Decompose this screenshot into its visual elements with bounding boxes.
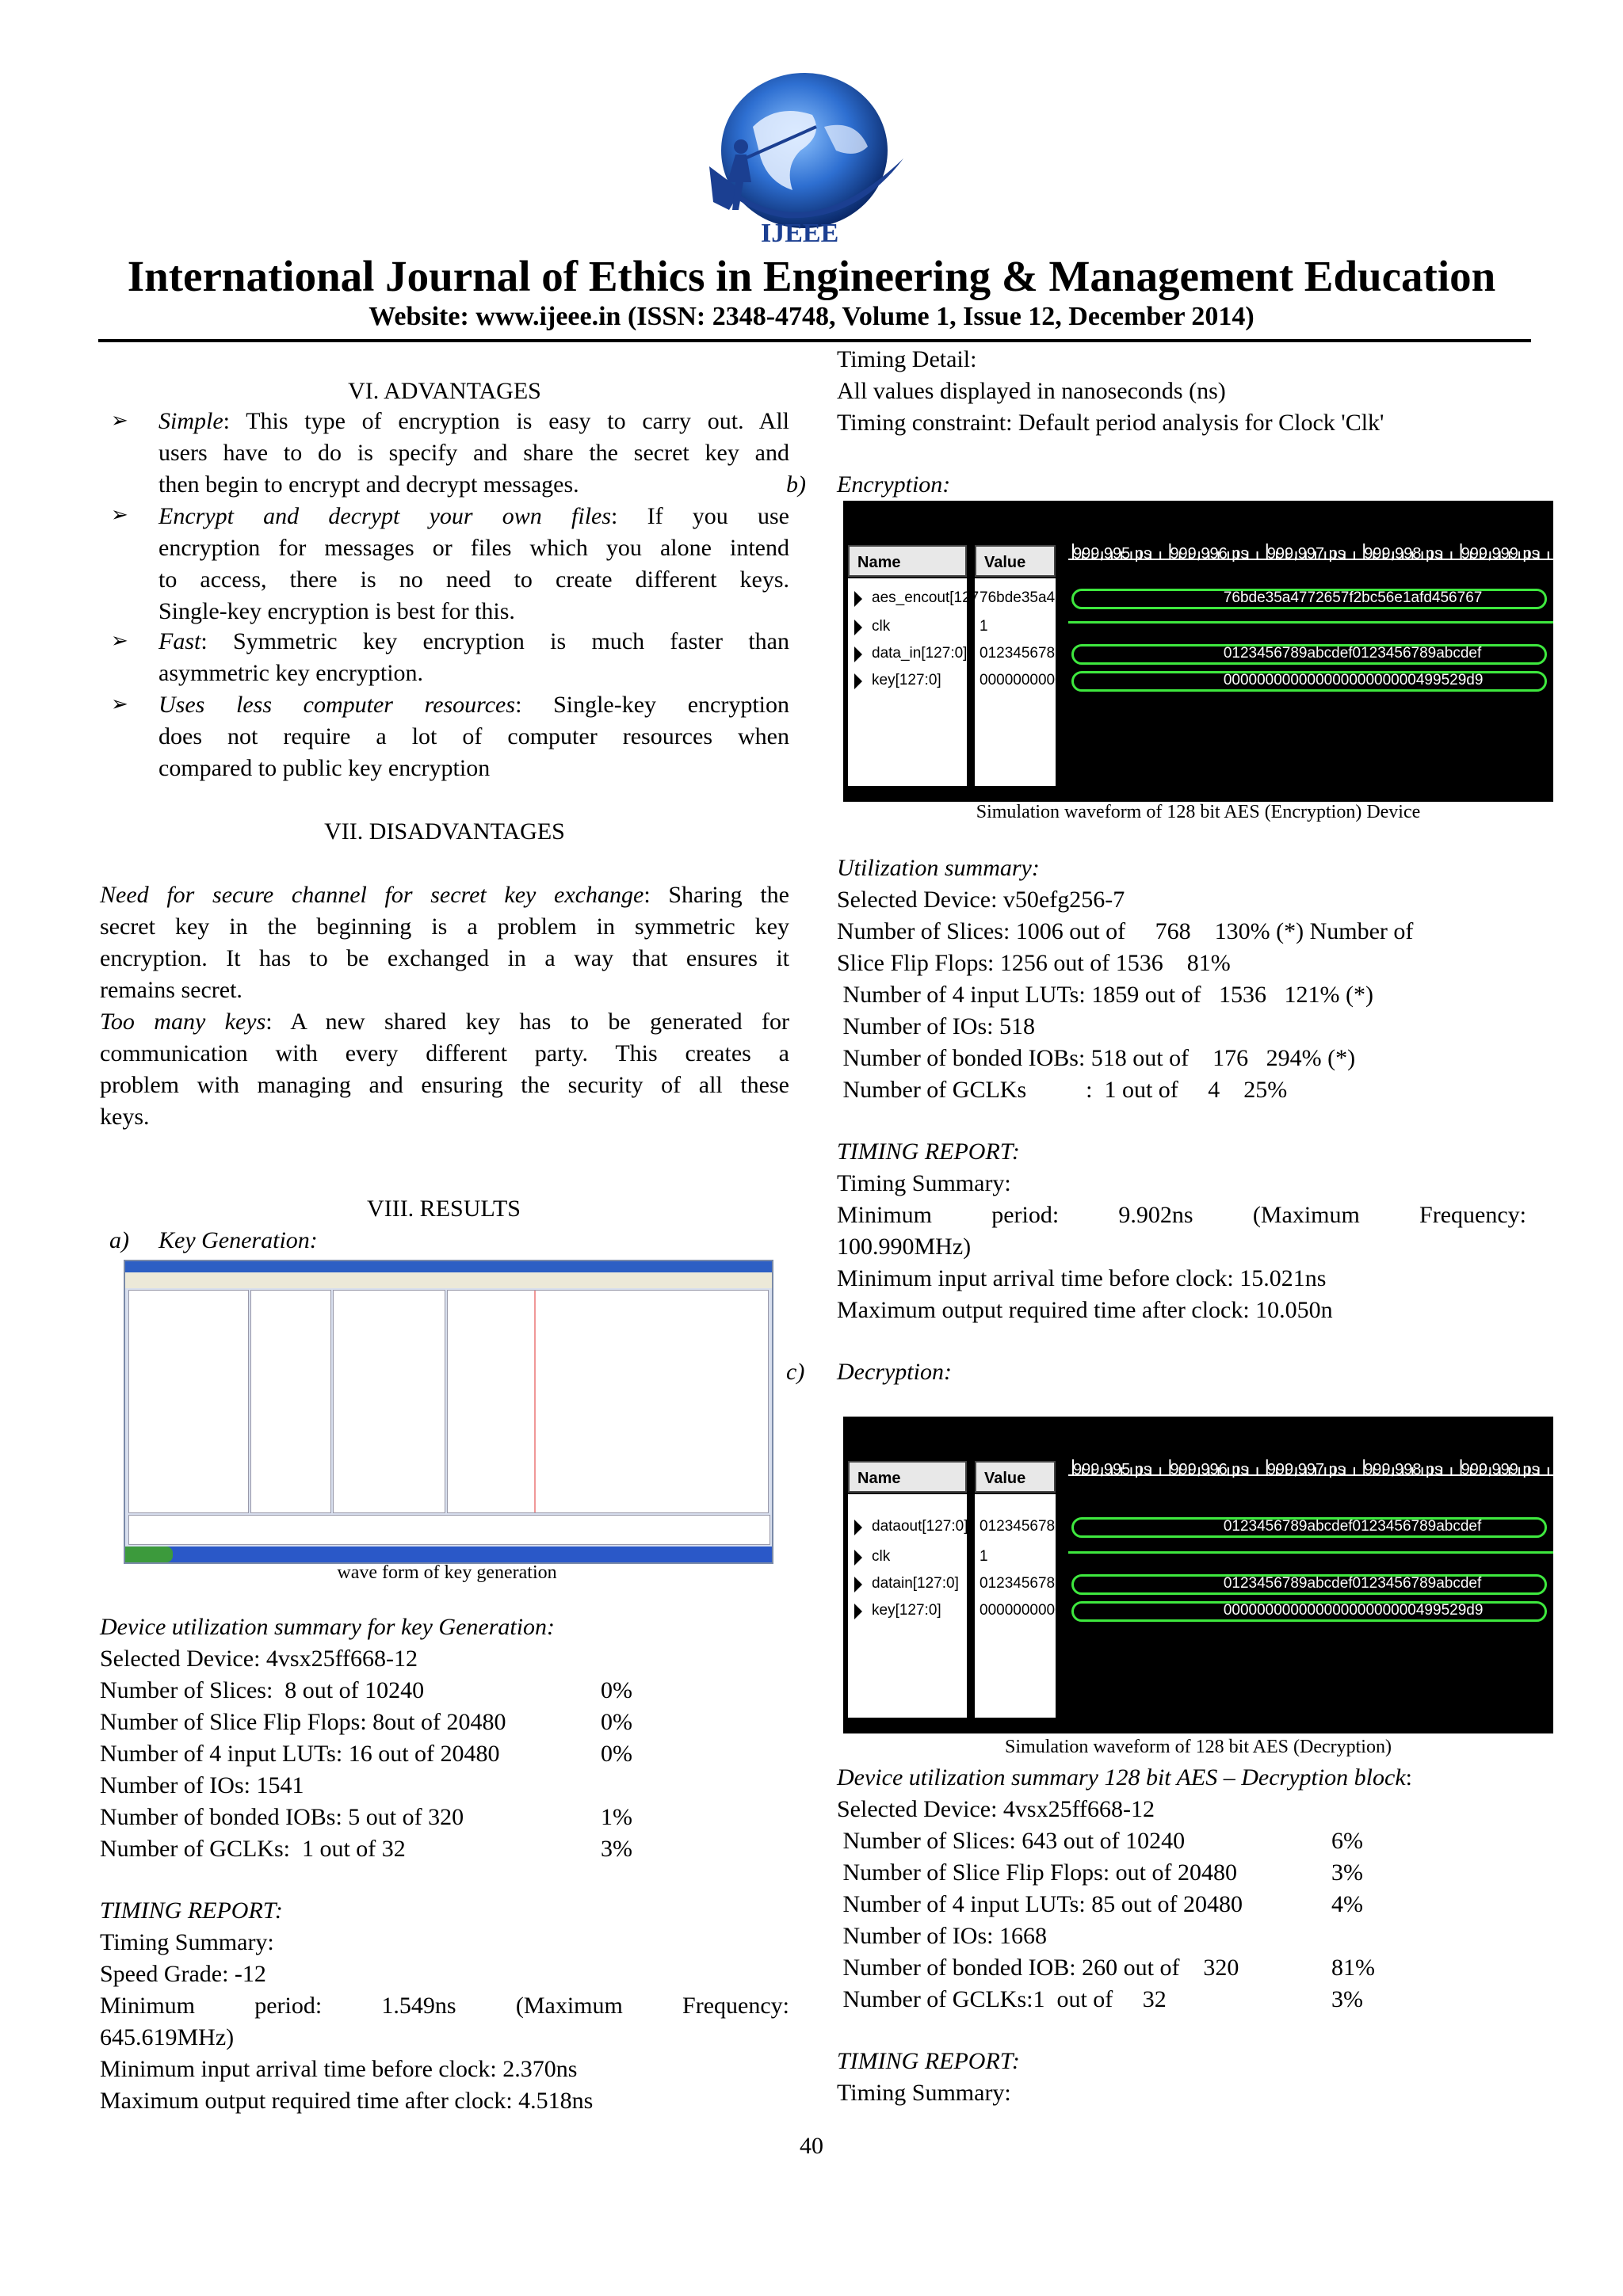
adv-fast-line2: asymmetric key encryption. [158, 660, 424, 686]
journal-subtitle: Website: www.ijeee.in (ISSN: 2348-4748, Volume 1, Issue 12, December 2014) [369, 302, 1254, 331]
name-column-header: Name [848, 1461, 967, 1493]
enc-min-period: Minimum period: 9.902ns (Maximum Frequency: [837, 1202, 1526, 1228]
decryption-caption: Simulation waveform of 128 bit AES (Decryption) [1005, 1737, 1392, 1757]
time-tick-label: 999,997 ps [1266, 545, 1346, 563]
keygen-util-percent: 0% [601, 1677, 632, 1703]
bullet-arrow-icon: ➢ [111, 409, 128, 432]
time-tick-label: 999,998 ps [1364, 1461, 1443, 1478]
keygen-util-label: Selected Device: 4vsx25ff668-12 [100, 1646, 418, 1672]
dec-timing-title: TIMING REPORT: [837, 2048, 1020, 2074]
dec-util-label: Selected Device: 4vsx25ff668-12 [837, 1796, 1155, 1822]
signal-value: 1 [980, 618, 988, 635]
time-tick-label: 999,995 ps [1073, 1461, 1151, 1478]
signal-name: clk [872, 1548, 891, 1565]
header-rule [98, 339, 1531, 342]
keygen-util-title: Device utilization summary for key Generation: [100, 1614, 556, 1640]
timing-detail: Timing Detail: [837, 346, 977, 372]
enc-util-3: Number of 4 input LUTs: 1859 out of 1536 121% (*) [837, 982, 1373, 1008]
adv-fast-line1: Fast: Symmetric key encryption is much faster than [158, 628, 789, 654]
dec-util-percent: 3% [1331, 1859, 1363, 1886]
screenshot-taskbar [125, 1547, 772, 1562]
time-tick-label: 999,995 ps [1073, 545, 1151, 563]
enc-util-2: Slice Flip Flops: 1256 out of 1536 81% [837, 950, 1231, 976]
keygen-speed-grade: Speed Grade: -12 [100, 1961, 266, 1987]
signal-name: key[127:0] [872, 1602, 941, 1619]
adv-own-files-line3: to access, there is no need to create different keys. [158, 566, 789, 593]
keygen-caption: wave form of key generation [337, 1562, 557, 1583]
time-tick-label: 999,999 ps [1461, 545, 1540, 563]
start-button [125, 1547, 173, 1562]
enc-max-frequency: 100.990MHz) [837, 1234, 972, 1260]
dec-util-label: Number of Slices: 643 out of 10240 [837, 1828, 1186, 1854]
expand-arrow-icon [854, 673, 862, 689]
key-generation-waveform-screenshot [124, 1260, 773, 1564]
enc-util-5: Number of bonded IOBs: 518 out of 176 294% (*) [837, 1045, 1356, 1071]
keygen-max-output: Maximum output required time after clock: 4.518ns [100, 2088, 594, 2114]
signal-name: key[127:0] [872, 672, 941, 688]
screenshot-menubar [125, 1272, 772, 1288]
expand-arrow-icon [854, 1604, 862, 1619]
time-tick-label: 999,999 ps [1461, 1461, 1540, 1478]
value-column-header: Value [975, 1461, 1056, 1493]
expand-arrow-icon [854, 1577, 862, 1592]
signal-bus-value: 76bde35a4772657f2bc56e1afd456767 [1223, 589, 1483, 606]
signal-bus-value: 0123456789abcdef0123456789abcdef [1223, 645, 1482, 662]
screenshot-wave-panel [447, 1290, 769, 1513]
dis2-line4: keys. [100, 1104, 150, 1130]
screenshot-tree-panel [128, 1290, 249, 1513]
page-number: 40 [800, 2133, 823, 2159]
signal-name: data_in[127:0] [872, 645, 968, 662]
keygen-timing-title: TIMING REPORT: [100, 1897, 283, 1924]
adv-resources-line3: compared to public key encryption [158, 755, 491, 781]
signal-value: 00000000000 [980, 672, 1072, 688]
advantages-heading: VI. ADVANTAGES [348, 378, 541, 404]
dec-util-title: Device utilization summary 128 bit AES – Decryption block: [837, 1764, 1412, 1791]
screenshot-value-panel [333, 1290, 445, 1513]
adv-own-files-line2: encryption for messages or files which you alone intend [158, 535, 789, 561]
bullet-arrow-icon: ➢ [111, 692, 128, 715]
adv-resources-line2: does not require a lot of computer resources when [158, 723, 789, 749]
keygen-min-input: Minimum input arrival time before clock: 2.370ns [100, 2056, 578, 2082]
dis1-line3: encryption. It has to be exchanged in a way that ensures it [100, 945, 789, 971]
signal-value: 0123456789a [980, 645, 1072, 662]
results-heading: VIII. RESULTS [367, 1196, 521, 1222]
dec-util-label: Number of bonded IOB: 260 out of 320 [837, 1955, 1239, 1981]
adv-resources-line1: Uses less computer resources: Single-key encryption [158, 692, 789, 718]
dec-util-label: Number of IOs: 1668 [837, 1923, 1047, 1949]
disadvantages-heading: VII. DISADVANTAGES [324, 818, 565, 845]
screenshot-console [128, 1515, 770, 1545]
screenshot-titlebar [125, 1261, 772, 1272]
keygen-util-label: Number of GCLKs: 1 out of 32 [100, 1836, 406, 1862]
dis1-line2: secret key in the beginning is a problem in symmetric key [100, 913, 789, 940]
enc-util-title: Utilization summary: [837, 855, 1040, 881]
signal-bus-value: 00000000000000000000000499529d9 [1223, 1602, 1484, 1619]
subsection-b-title: Encryption: [837, 471, 951, 498]
expand-arrow-icon [854, 620, 862, 635]
keygen-max-frequency: 645.619MHz) [100, 2024, 235, 2050]
adv-own-files-line1: Encrypt and decrypt your own files: If you use [158, 503, 789, 529]
clock-trace [1068, 621, 1553, 624]
signal-name: datain[127:0] [872, 1575, 959, 1592]
expand-arrow-icon [854, 646, 862, 662]
signal-bus-value: 0123456789abcdef0123456789abcdef [1223, 1518, 1482, 1535]
time-tick-label: 999,997 ps [1266, 1461, 1346, 1478]
signal-value: 0123456789a [980, 1575, 1072, 1592]
signal-value: 00000000000 [980, 1602, 1072, 1619]
screenshot-name-panel [250, 1290, 331, 1513]
screenshot-wave-traces [448, 1291, 768, 1512]
value-column-header: Value [975, 545, 1056, 577]
time-tick-label: 999,996 ps [1170, 1461, 1249, 1478]
dec-timing-summary: Timing Summary: [837, 2080, 1011, 2106]
dec-util-percent: 81% [1331, 1955, 1375, 1981]
expand-arrow-icon [854, 1550, 862, 1566]
subsection-c-label: c) [786, 1359, 805, 1385]
clock-trace [1068, 1551, 1553, 1554]
dec-util-percent: 3% [1331, 1986, 1363, 2012]
keygen-util-label: Number of IOs: 1541 [100, 1772, 304, 1798]
adv-simple-line3: then begin to encrypt and decrypt messages. [158, 471, 579, 498]
enc-util-6: Number of GCLKs : 1 out of 4 25% [837, 1077, 1288, 1103]
dec-util-label: Number of 4 input LUTs: 85 out of 20480 [837, 1891, 1243, 1917]
signal-value: 0123456789a [980, 1518, 1072, 1535]
dis1-line4: remains secret. [100, 977, 242, 1003]
encryption-caption: Simulation waveform of 128 bit AES (Encryption) Device [976, 802, 1421, 822]
signal-name: dataout[127:0] [872, 1518, 968, 1535]
signal-bus-value: 00000000000000000000000499529d9 [1223, 672, 1484, 688]
expand-arrow-icon [854, 591, 862, 607]
dis1-line1: Need for secure channel for secret key exchange: Sharing the [100, 882, 789, 908]
adv-simple-line1: Simple: This type of encryption is easy to carry out. All [158, 408, 789, 434]
enc-min-input: Minimum input arrival time before clock: 15.021ns [837, 1265, 1327, 1291]
enc-util-1: Number of Slices: 1006 out of 768 130% (*) Number of [837, 918, 1414, 944]
keygen-util-percent: 0% [601, 1741, 632, 1767]
bullet-arrow-icon: ➢ [111, 629, 128, 652]
enc-max-output: Maximum output required time after clock: 10.050n [837, 1297, 1333, 1323]
journal-logo [666, 71, 919, 246]
dec-util-label: Number of Slice Flip Flops: out of 20480 [837, 1859, 1237, 1886]
keygen-util-label: Number of Slices: 8 out of 10240 [100, 1677, 425, 1703]
keygen-timing-summary: Timing Summary: [100, 1929, 274, 1955]
name-column-header: Name [848, 545, 967, 577]
enc-util-4: Number of IOs: 518 [837, 1013, 1035, 1039]
dis2-line3: problem with managing and ensuring the security of all these [100, 1072, 789, 1098]
signal-name: aes_encout[127 [872, 589, 980, 606]
svg-text:IJEEE: IJEEE [761, 219, 839, 246]
enc-timing-summary: Timing Summary: [837, 1170, 1011, 1196]
subsection-a-label: a) [109, 1227, 129, 1253]
subsection-b-label: b) [786, 471, 806, 498]
subsection-c-title: Decryption: [837, 1359, 952, 1385]
subsection-a-title: Key Generation: [158, 1227, 318, 1253]
timing-constraint: Timing constraint: Default period analysis for Clock 'Clk' [837, 410, 1384, 436]
signal-bus-value: 0123456789abcdef0123456789abcdef [1223, 1575, 1482, 1592]
keygen-util-percent: 0% [601, 1709, 632, 1735]
signal-value: 1 [980, 1548, 988, 1565]
adv-own-files-line4: Single-key encryption is best for this. [158, 598, 515, 624]
signal-value: 76bde35a477 [980, 589, 1072, 606]
dec-util-label: Number of GCLKs:1 out of 32 [837, 1986, 1167, 2012]
keygen-min-period: Minimum period: 1.549ns (Maximum Frequency: [100, 1993, 789, 2019]
decryption-waveform [843, 1417, 1553, 1733]
time-tick-label: 999,996 ps [1170, 545, 1249, 563]
enc-util-0: Selected Device: v50efg256-7 [837, 887, 1125, 913]
keygen-util-label: Number of 4 input LUTs: 16 out of 20480 [100, 1741, 500, 1767]
dec-util-percent: 4% [1331, 1891, 1363, 1917]
keygen-util-percent: 3% [601, 1836, 632, 1862]
time-tick-label: 999,998 ps [1364, 545, 1443, 563]
all-values-ns: All values displayed in nanoseconds (ns) [837, 378, 1226, 404]
bullet-arrow-icon: ➢ [111, 503, 128, 526]
keygen-util-percent: 1% [601, 1804, 632, 1830]
journal-title: International Journal of Ethics in Engineering & Management Education [127, 252, 1496, 300]
adv-simple-line2: users have to do is specify and share the secret key and [158, 440, 789, 466]
dec-util-percent: 6% [1331, 1828, 1363, 1854]
keygen-util-label: Number of Slice Flip Flops: 8out of 20480 [100, 1709, 506, 1735]
enc-timing-title: TIMING REPORT: [837, 1138, 1020, 1165]
signal-name: clk [872, 618, 891, 635]
dis2-line2: communication with every different party. This creates a [100, 1040, 789, 1066]
expand-arrow-icon [854, 1520, 862, 1535]
encryption-waveform [843, 501, 1553, 802]
dis2-line1: Too many keys: A new shared key has to be generated for [100, 1009, 789, 1035]
keygen-util-label: Number of bonded IOBs: 5 out of 320 [100, 1804, 464, 1830]
